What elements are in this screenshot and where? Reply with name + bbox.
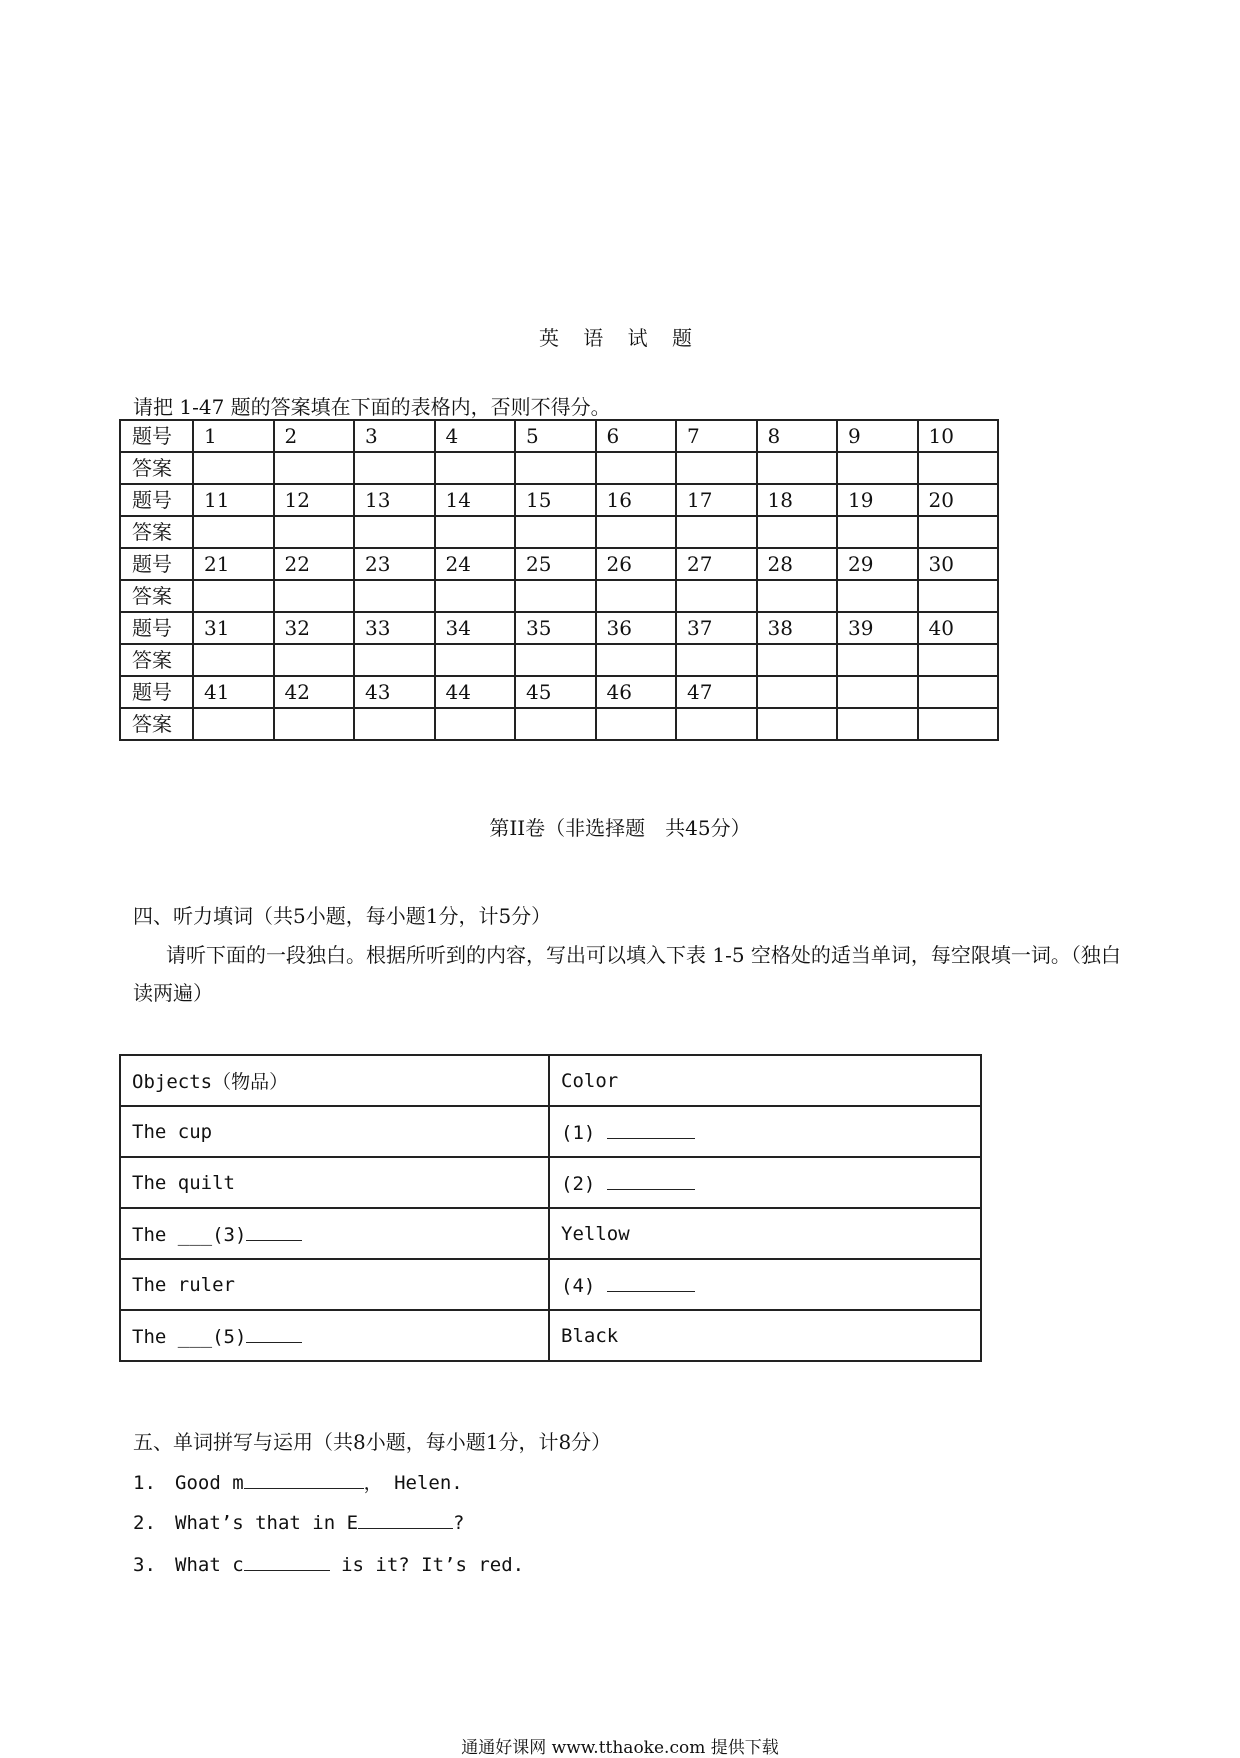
answer-cell[interactable] — [193, 644, 274, 676]
question-number-cell: 45 — [515, 676, 596, 708]
answer-cell[interactable] — [193, 708, 274, 740]
question-number-cell: 17 — [676, 484, 757, 516]
answer-table-number-row — [120, 612, 998, 644]
object-cell: The ___(3) — [120, 1208, 549, 1259]
question-number-cell: 15 — [515, 484, 596, 516]
question-number-cell: 11 — [193, 484, 274, 516]
answer-cell[interactable] — [274, 580, 355, 612]
question-number-cell: 10 — [918, 420, 999, 452]
answer-cell[interactable] — [837, 452, 918, 484]
answer-cell[interactable] — [837, 516, 918, 548]
question-number-cell: 24 — [435, 548, 516, 580]
answer-cell[interactable] — [918, 452, 999, 484]
answer-cell[interactable] — [757, 452, 838, 484]
answer-cell[interactable] — [757, 580, 838, 612]
answer-table-answer-row — [120, 580, 998, 612]
header-color: Color — [549, 1055, 981, 1106]
answer-instruction: 请把 1-47 题的答案填在下面的表格内，否则不得分。 — [133, 395, 611, 419]
answer-table-answer-row — [120, 708, 998, 740]
question-number-cell: 42 — [274, 676, 355, 708]
answer-cell[interactable] — [596, 516, 677, 548]
question-number-cell: 35 — [515, 612, 596, 644]
answer-cell[interactable] — [435, 452, 516, 484]
row-label: 题号 — [120, 548, 193, 580]
question-number-cell: 32 — [274, 612, 355, 644]
listening-row — [120, 1106, 981, 1157]
question-number-cell: 40 — [918, 612, 999, 644]
answer-table — [119, 419, 999, 741]
question-number-cell: 12 — [274, 484, 355, 516]
answer-cell[interactable] — [515, 452, 596, 484]
question-number-cell — [918, 676, 999, 708]
row-label: 题号 — [120, 612, 193, 644]
question-number-cell: 3 — [354, 420, 435, 452]
row-label: 题号 — [120, 676, 193, 708]
answer-table-answer-row — [120, 516, 998, 548]
answer-blank[interactable] — [607, 1273, 695, 1292]
question-number-cell: 21 — [193, 548, 274, 580]
listening-row — [120, 1310, 981, 1361]
answer-cell[interactable] — [354, 644, 435, 676]
answer-cell[interactable] — [435, 516, 516, 548]
answer-table-number-row — [120, 676, 998, 708]
listening-row — [120, 1157, 981, 1208]
question-number-cell: 26 — [596, 548, 677, 580]
section4-instruction: 请听下面的一段独白。根据所听到的内容，写出可以填入下表 1-5 空格处的适当单词，每空限填一词。（独白读两遍） — [133, 943, 1121, 1005]
answer-cell[interactable] — [676, 452, 757, 484]
question-number-cell: 4 — [435, 420, 516, 452]
question-number-cell — [757, 676, 838, 708]
answer-cell[interactable] — [354, 452, 435, 484]
color-cell: (2) — [549, 1157, 981, 1208]
question-number-cell: 29 — [837, 548, 918, 580]
header-objects: Objects（物品） — [120, 1055, 549, 1106]
question-number-cell: 47 — [676, 676, 757, 708]
answer-cell[interactable] — [596, 452, 677, 484]
object-cell: The cup — [120, 1106, 549, 1157]
question-number-cell: 39 — [837, 612, 918, 644]
answer-blank[interactable] — [244, 1552, 330, 1571]
question-number-cell: 8 — [757, 420, 838, 452]
row-label: 题号 — [120, 484, 193, 516]
question-number-cell: 36 — [596, 612, 677, 644]
answer-cell[interactable] — [193, 580, 274, 612]
question-number-cell: 38 — [757, 612, 838, 644]
answer-table-number-row — [120, 548, 998, 580]
answer-blank[interactable] — [246, 1222, 302, 1241]
answer-cell[interactable] — [837, 580, 918, 612]
question-number-cell: 22 — [274, 548, 355, 580]
answer-cell[interactable] — [676, 516, 757, 548]
row-label: 答案 — [120, 708, 193, 740]
answer-cell[interactable] — [515, 708, 596, 740]
question-number-cell: 14 — [435, 484, 516, 516]
question-number-cell — [837, 676, 918, 708]
section-title: 第II卷（非选择题 共45分） — [489, 816, 751, 840]
question-2: 2. What’s that in E ? — [133, 1512, 465, 1534]
answer-cell[interactable] — [676, 580, 757, 612]
answer-cell[interactable] — [193, 452, 274, 484]
answer-cell[interactable] — [596, 580, 677, 612]
answer-cell[interactable] — [676, 644, 757, 676]
question-number-cell: 31 — [193, 612, 274, 644]
answer-cell[interactable] — [918, 516, 999, 548]
answer-cell[interactable] — [193, 516, 274, 548]
question-number-cell: 23 — [354, 548, 435, 580]
row-label: 题号 — [120, 420, 193, 452]
answer-cell[interactable] — [435, 580, 516, 612]
answer-cell[interactable] — [918, 644, 999, 676]
row-label: 答案 — [120, 580, 193, 612]
answer-cell[interactable] — [918, 708, 999, 740]
question-number-cell: 43 — [354, 676, 435, 708]
listening-row — [120, 1259, 981, 1310]
answer-cell[interactable] — [354, 580, 435, 612]
answer-blank[interactable] — [607, 1120, 695, 1139]
question-number-cell: 30 — [918, 548, 999, 580]
answer-table-answer-row — [120, 644, 998, 676]
answer-cell[interactable] — [354, 708, 435, 740]
answer-cell[interactable] — [757, 644, 838, 676]
answer-cell[interactable] — [837, 708, 918, 740]
object-cell: The quilt — [120, 1157, 549, 1208]
row-label: 答案 — [120, 644, 193, 676]
question-number-cell: 5 — [515, 420, 596, 452]
listening-table — [119, 1054, 982, 1362]
question-number-cell: 41 — [193, 676, 274, 708]
color-cell: (4) — [549, 1259, 981, 1310]
question-number-cell: 44 — [435, 676, 516, 708]
question-number-cell: 16 — [596, 484, 677, 516]
answer-cell[interactable] — [596, 708, 677, 740]
answer-cell[interactable] — [274, 644, 355, 676]
footer: 通通好课网 www.tthaoke.com 提供下载 — [461, 1738, 779, 1758]
question-number-cell: 19 — [837, 484, 918, 516]
answer-table-number-row — [120, 420, 998, 452]
answer-cell[interactable] — [515, 644, 596, 676]
answer-blank[interactable] — [246, 1324, 302, 1343]
answer-blank[interactable] — [607, 1171, 695, 1190]
answer-cell[interactable] — [274, 452, 355, 484]
color-cell: (1) — [549, 1106, 981, 1157]
answer-cell[interactable] — [757, 708, 838, 740]
answer-cell[interactable] — [354, 516, 435, 548]
listening-row — [120, 1208, 981, 1259]
answer-blank[interactable] — [244, 1470, 364, 1489]
question-number-cell: 13 — [354, 484, 435, 516]
object-cell: The ruler — [120, 1259, 549, 1310]
question-number-cell: 9 — [837, 420, 918, 452]
answer-cell[interactable] — [837, 644, 918, 676]
question-number-cell: 20 — [918, 484, 999, 516]
color-cell: Yellow — [549, 1208, 981, 1259]
row-label: 答案 — [120, 452, 193, 484]
question-number-cell: 2 — [274, 420, 355, 452]
section5-heading: 五、单词拼写与运用（共8小题，每小题1分，计8分） — [133, 1430, 612, 1454]
question-number-cell: 46 — [596, 676, 677, 708]
answer-cell[interactable] — [757, 516, 838, 548]
answer-cell[interactable] — [596, 644, 677, 676]
question-number-cell: 7 — [676, 420, 757, 452]
answer-cell[interactable] — [435, 708, 516, 740]
answer-table-number-row — [120, 484, 998, 516]
answer-cell[interactable] — [515, 516, 596, 548]
answer-blank[interactable] — [358, 1510, 453, 1529]
section4-heading: 四、听力填词（共5小题，每小题1分，计5分） — [133, 904, 552, 928]
question-number-cell: 33 — [354, 612, 435, 644]
question-number-cell: 18 — [757, 484, 838, 516]
answer-cell[interactable] — [918, 580, 999, 612]
question-1: 1. Good m ， Helen. — [133, 1472, 463, 1494]
answer-cell[interactable] — [274, 516, 355, 548]
object-cell: The ___(5) — [120, 1310, 549, 1361]
question-number-cell: 34 — [435, 612, 516, 644]
row-label: 答案 — [120, 516, 193, 548]
question-number-cell: 37 — [676, 612, 757, 644]
question-number-cell: 6 — [596, 420, 677, 452]
question-number-cell: 27 — [676, 548, 757, 580]
color-cell: Black — [549, 1310, 981, 1361]
document-title: 英 语 试 题 — [538, 326, 702, 350]
question-number-cell: 28 — [757, 548, 838, 580]
answer-table-answer-row — [120, 452, 998, 484]
answer-cell[interactable] — [515, 580, 596, 612]
question-number-cell: 25 — [515, 548, 596, 580]
question-number-cell: 1 — [193, 420, 274, 452]
answer-cell[interactable] — [676, 708, 757, 740]
question-3: 3. What c is it? It’s red. — [133, 1554, 525, 1576]
answer-cell[interactable] — [435, 644, 516, 676]
listening-table-header — [120, 1055, 981, 1106]
answer-cell[interactable] — [274, 708, 355, 740]
